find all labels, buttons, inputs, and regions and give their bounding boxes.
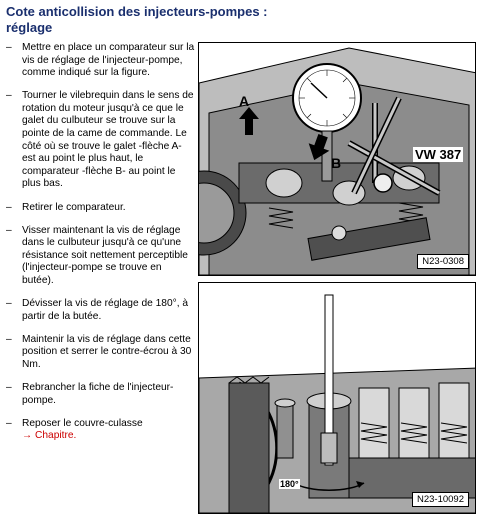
figure-code: N23-0308 bbox=[417, 254, 469, 269]
arrow-b-label: B bbox=[331, 155, 342, 171]
instruction-step bbox=[6, 42, 196, 80]
step-text: Retirer le comparateur. bbox=[22, 201, 126, 213]
step-dash: – bbox=[6, 417, 12, 429]
instruction-step bbox=[6, 382, 196, 407]
instruction-step bbox=[6, 202, 196, 215]
step-text: Tourner le vilebrequin dans le sens de rotation du moteur jusqu'à ce que le galet du culbuteur se trouve sur la pointe de la came de commande. Le côté où se trouve le galet -flèche A- est au point le plus haut, le comparateur -flèche B- au point le plus bas. bbox=[22, 90, 194, 190]
step-text: Mettre en place un comparateur sur la vis de réglage de l'injecteur-pompe, comme indiqué sur la figure. bbox=[22, 42, 195, 79]
step-text: Maintenir la vis de réglage dans cette position et serrer le contre-écrou à 30 Nm. bbox=[22, 333, 192, 370]
page-title: Cote anticollision des injecteurs-pompes : réglage bbox=[6, 4, 268, 35]
step-dash: – bbox=[6, 201, 12, 213]
figure-adjusting-screw bbox=[198, 282, 476, 514]
step-text: Rebrancher la fiche de l'injecteur-pompe. bbox=[22, 382, 174, 406]
step-dash: – bbox=[6, 333, 12, 345]
angle-label: 180° bbox=[280, 479, 299, 489]
figure-dial-gauge bbox=[198, 42, 476, 276]
instruction-step bbox=[6, 298, 196, 323]
step-dash: – bbox=[6, 382, 12, 394]
step-dash: – bbox=[6, 90, 12, 102]
instruction-step bbox=[6, 225, 196, 288]
step-text: Dévisser la vis de réglage de 180°, à partir de la butée. bbox=[22, 298, 189, 322]
step-text: Visser maintenant la vis de réglage dans le culbuteur jusqu'à ce qu'une résistance soit nettement perceptible (l'injecteur-pompe se trouve en butée). bbox=[22, 224, 188, 286]
instruction-step bbox=[6, 90, 196, 191]
arrow-a-label: A bbox=[239, 93, 250, 109]
step-dash: – bbox=[6, 42, 12, 53]
instruction-step bbox=[6, 334, 196, 372]
step-text: Reposer le couvre-culasse bbox=[22, 417, 143, 429]
step-dash: – bbox=[6, 298, 12, 310]
figure-code: N23-10092 bbox=[412, 492, 469, 507]
instruction-step bbox=[6, 418, 196, 443]
engine-illustration-2 bbox=[199, 283, 476, 513]
tool-label: VW 387 bbox=[415, 147, 462, 162]
instruction-list bbox=[6, 42, 196, 453]
chapter-link[interactable]: → Chapitre. bbox=[22, 430, 77, 442]
step-dash: – bbox=[6, 224, 12, 236]
